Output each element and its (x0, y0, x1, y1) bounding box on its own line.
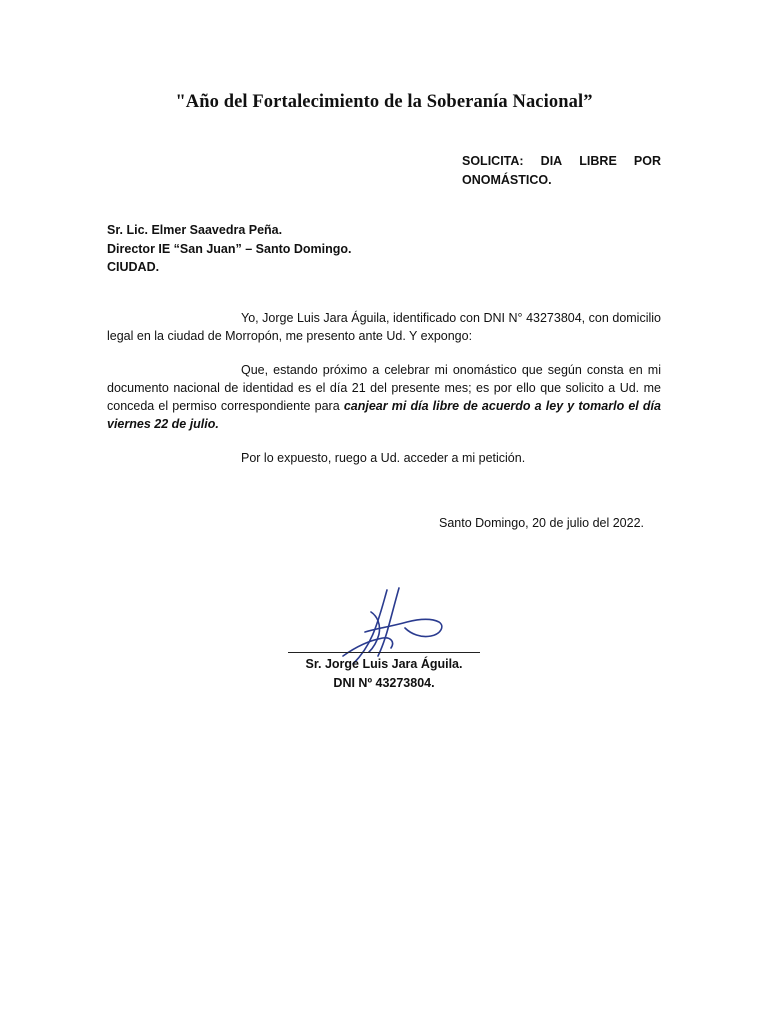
subject-word: POR (633, 154, 661, 168)
paragraph-1-text: Yo, Jorge Luis Jara Águila, identificado con DNI N° 43273804, con domicilio legal en la ciudad de Morropón, me presento ante Ud. Y expongo: (107, 311, 661, 343)
signer-name: Sr. Jorge Luis Jara Águila. (305, 657, 463, 671)
subject-word: SOLICITA: (462, 154, 524, 168)
body-paragraph-1 (107, 309, 661, 345)
paragraph-2-emphasis: canjear mi día libre de acuerdo a ley y tomarlo el día viernes 22 de julio. (107, 399, 661, 431)
paragraph-2-text: Que, estando próximo a celebrar mi onomástico que según consta en mi documento nacional de identidad es el día 21 del presente mes; es por ello que solicito a Ud. me conceda el permiso correspondiente para (107, 363, 661, 413)
subject-word: DIA (540, 154, 563, 168)
signature-stroke (343, 638, 393, 656)
signature-stroke (365, 619, 442, 636)
signer-dni: DNI Nº 43273804. (333, 676, 435, 690)
recipient-block (107, 221, 351, 277)
subject-line-2: ONOMÁSTICO. (462, 173, 552, 187)
recipient-city: CIUDAD. (107, 260, 160, 274)
body-paragraph-2 (107, 361, 661, 433)
subject-block (462, 152, 661, 190)
paragraph-3-text: Por lo expuesto, ruego a Ud. acceder a mi petición. (241, 451, 526, 465)
subject-line-1 (462, 152, 661, 171)
recipient-name: Sr. Lic. Elmer Saavedra Peña. (107, 223, 283, 237)
place-date: Santo Domingo, 20 de julio del 2022. (439, 516, 645, 530)
subject-word: LIBRE (579, 154, 617, 168)
signature-stroke (378, 588, 399, 656)
signature-line (288, 652, 480, 653)
recipient-position: Director IE “San Juan” – Santo Domingo. (107, 241, 352, 256)
body-paragraph-3 (107, 449, 661, 467)
year-title: "Año del Fortalecimiento de la Soberanía Nacional” (175, 92, 593, 112)
